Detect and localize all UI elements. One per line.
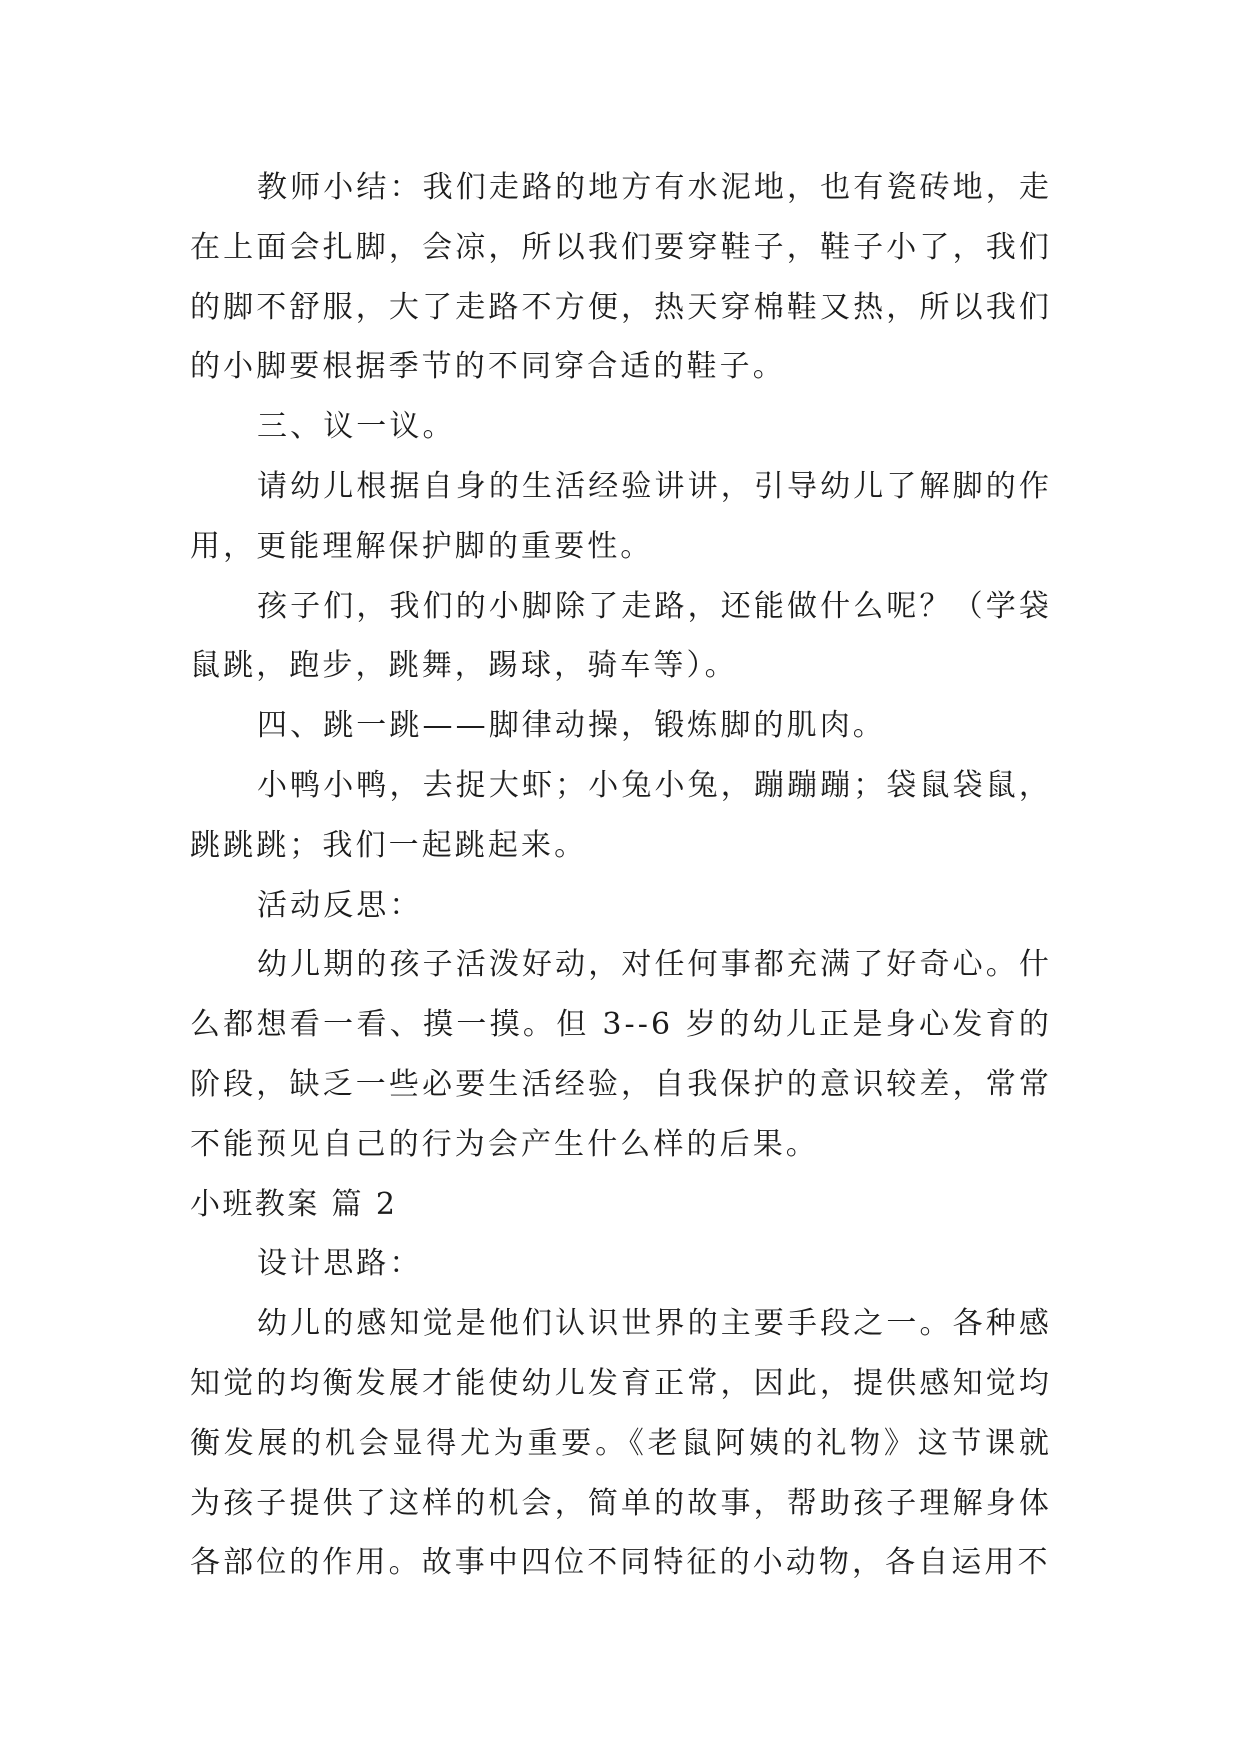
- paragraph-question: 孩子们，我们的小脚除了走路，还能做什么呢？（学袋鼠跳，跑步，跳舞，踢球，骑车等）。: [190, 588, 1052, 684]
- paragraph-design-body: 幼儿的感知觉是他们认识世界的主要手段之一。各种感知觉的均衡发展才能使幼儿发育正常，因此，提供感知觉均衡发展的机会显得尤为重要。《老鼠阿姨的礼物》这节课就为孩子提供了这样的机会，简单的故事，帮助孩子理解身体各部位的作用。故事中四位不同特征的小动物，各自运用不: [190, 1306, 1052, 1581]
- paragraph-step-three: 三、议一议。: [257, 409, 456, 445]
- paragraph-reflection-label: 活动反思：: [257, 887, 423, 923]
- document-body: [190, 158, 1052, 1593]
- section-heading: 小班教案 篇 2: [190, 1186, 398, 1222]
- paragraph-discussion-prompt: 请幼儿根据自身的生活经验讲讲，引导幼儿了解脚的作用，更能理解保护脚的重要性。: [190, 468, 1052, 564]
- paragraph-reflection: 幼儿期的孩子活泼好动，对任何事都充满了好奇心。什么都想看一看、摸一摸。但 3--6 岁的幼儿正是身心发育的阶段，缺乏一些必要生活经验，自我保护的意识较差，常常不能预见自己的行为会产生什么样的后果。: [190, 947, 1052, 1162]
- paragraph-rhyme: 小鸭小鸭，去捉大虾；小兔小兔，蹦蹦蹦；袋鼠袋鼠，跳跳跳；我们一起跳起来。: [190, 767, 1052, 863]
- paragraph-design-label: 设计思路：: [257, 1246, 423, 1282]
- paragraph-step-four: 四、跳一跳——脚律动操，锻炼脚的肌肉。: [257, 708, 886, 744]
- paragraph-teacher-summary: 教师小结：我们走路的地方有水泥地，也有瓷砖地，走在上面会扎脚，会凉，所以我们要穿鞋子，鞋子小了，我们的脚不舒服，大了走路不方便，热天穿棉鞋又热，所以我们的小脚要根据季节的不同穿合适的鞋子。: [190, 170, 1052, 385]
